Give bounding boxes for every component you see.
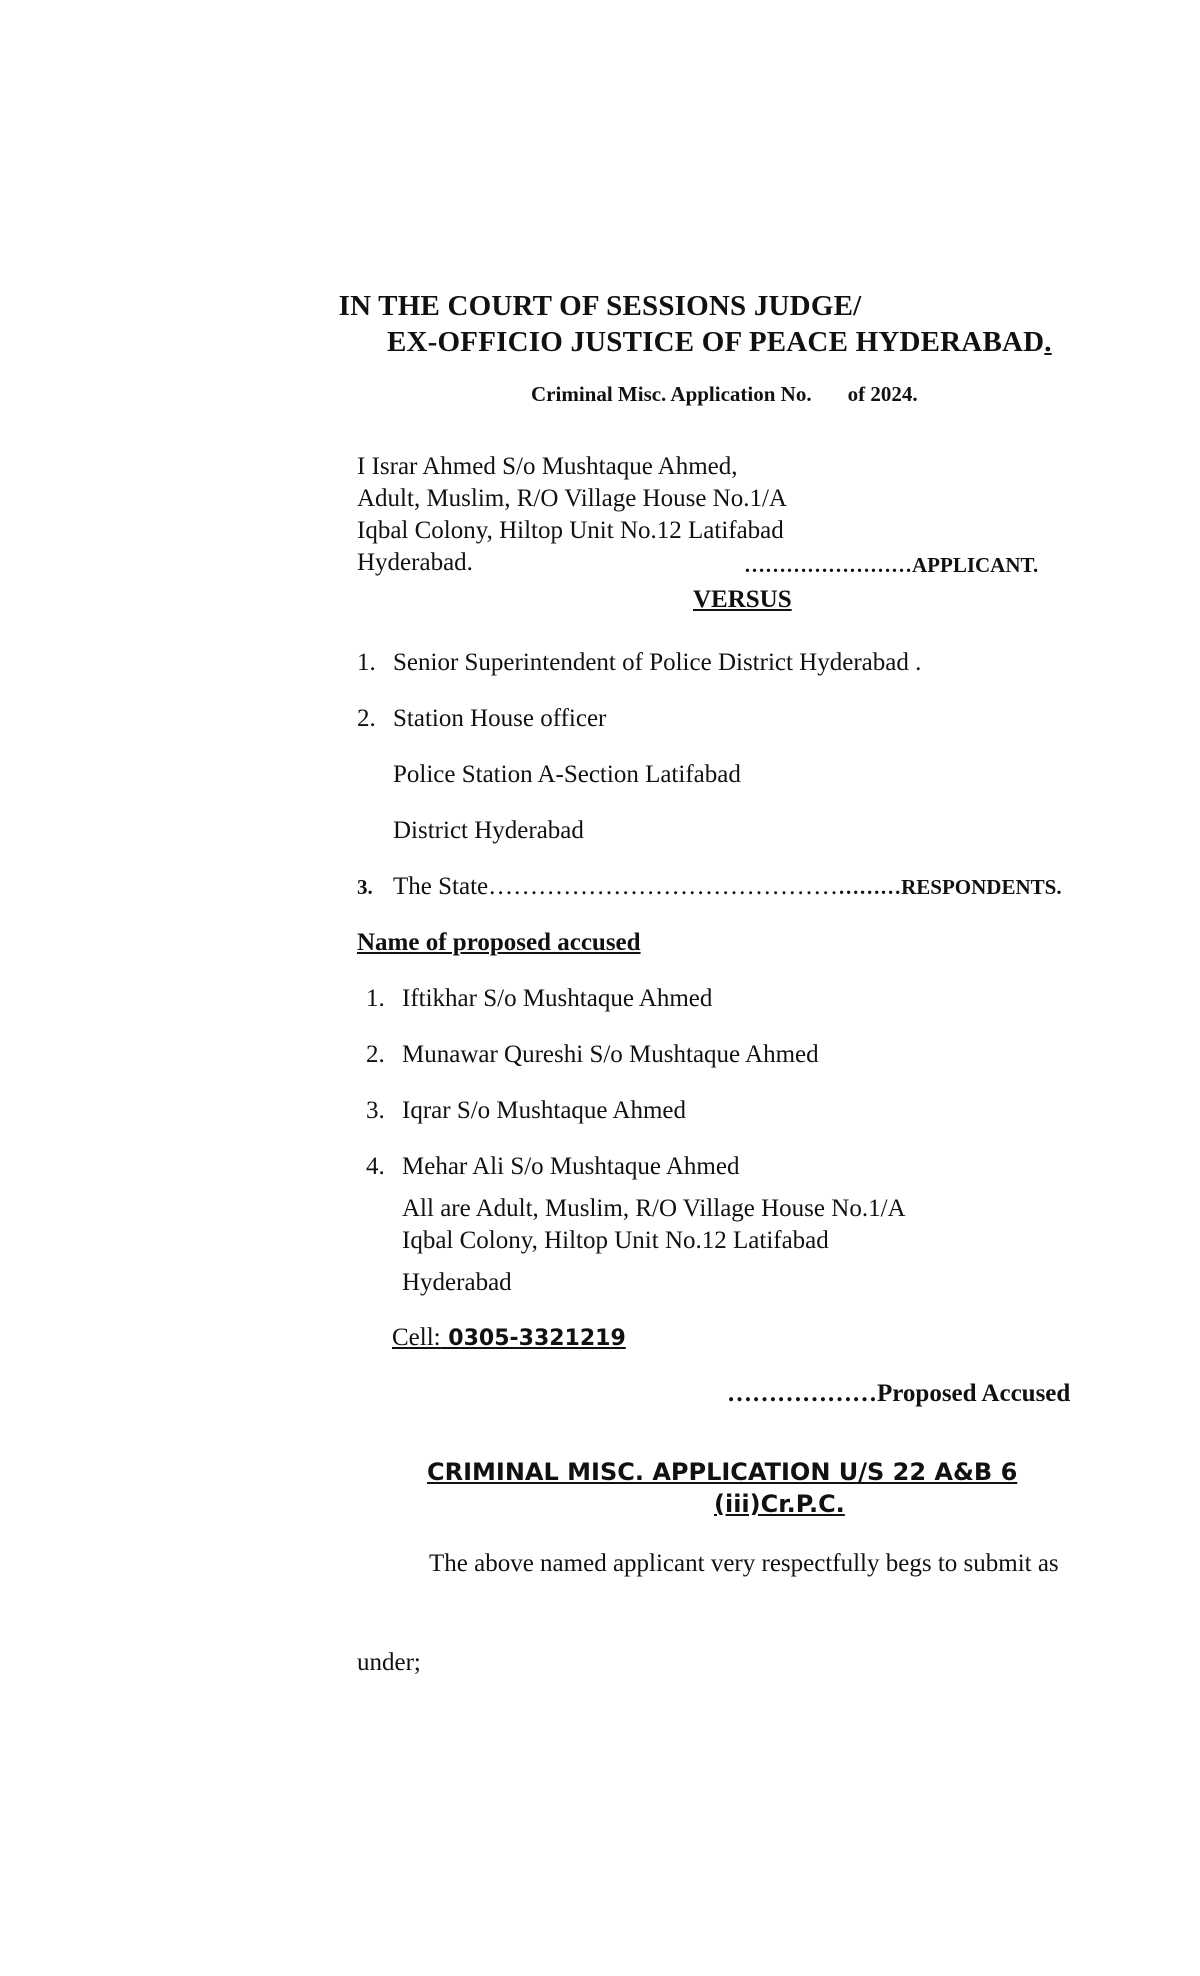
respondent-item-1	[357, 647, 921, 679]
accused-item-1	[366, 983, 712, 1015]
accused-number: 3.	[366, 1097, 385, 1124]
application-title-line-1: CRIMINAL MISC. APPLICATION U/S 22 A&B 6	[427, 1458, 1018, 1486]
accused-heading: Name of proposed accused	[357, 929, 641, 956]
accused-text: Mehar Ali S/o Mushtaque Ahmed	[402, 1153, 740, 1180]
court-title-line-1: IN THE COURT OF SESSIONS JUDGE/	[338, 290, 862, 322]
respondent-number: 2.	[357, 705, 376, 732]
respondent-item-2	[357, 703, 606, 735]
sho-address-line-1: Police Station A-Section Latifabad	[393, 761, 741, 788]
court-title-line-2-text: EX-OFFICIO JUSTICE OF PEACE HYDERABAD	[387, 326, 1045, 358]
cell-label: Cell:	[392, 1324, 441, 1351]
applicant-role: ……………………APPLICANT.	[744, 553, 1039, 577]
court-title-line-2	[387, 326, 1052, 359]
respondent-text: Senior Superintendent of Police District Hyderabad .	[393, 649, 922, 676]
accused-number: 1.	[366, 985, 385, 1012]
accused-item-3	[366, 1095, 686, 1127]
accused-text: Iftikhar S/o Mushtaque Ahmed	[402, 985, 713, 1012]
cell-line	[392, 1322, 626, 1355]
respondent-text: Station House officer	[393, 705, 607, 732]
accused-address-line-3: Hyderabad	[402, 1269, 512, 1296]
case-number-label: Criminal Misc. Application No.	[531, 382, 812, 406]
respondent-text: The State……………………………………	[393, 873, 839, 900]
court-title-period: .	[1044, 326, 1052, 358]
applicant-line-2: Adult, Muslim, R/O Village House No.1/A	[357, 485, 787, 512]
cell-number: 0305-3321219	[440, 1326, 626, 1351]
applicant-line-3: Iqbal Colony, Hiltop Unit No.12 Latifabad	[357, 517, 784, 544]
case-year: of 2024.	[847, 382, 918, 406]
proposed-accused-role: ………………Proposed Accused	[727, 1380, 1071, 1407]
case-number-line	[531, 382, 918, 407]
applicant-line-1: I Israr Ahmed S/o Mushtaque Ahmed,	[357, 453, 738, 480]
accused-address-line-2: Iqbal Colony, Hiltop Unit No.12 Latifabad	[402, 1227, 829, 1254]
accused-number: 4.	[366, 1153, 385, 1180]
respondents-role: ………RESPONDENTS.	[838, 875, 1062, 899]
accused-text: Iqrar S/o Mushtaque Ahmed	[402, 1097, 686, 1124]
respondent-number: 1.	[357, 649, 376, 676]
sho-address-line-2: District Hyderabad	[393, 817, 584, 844]
accused-text: Munawar Qureshi S/o Mushtaque Ahmed	[402, 1041, 819, 1068]
accused-address-line-1: All are Adult, Muslim, R/O Village House No.1/A	[402, 1195, 906, 1222]
intro-line-1: The above named applicant very respectfully begs to submit as	[429, 1550, 1059, 1577]
accused-number: 2.	[366, 1041, 385, 1068]
application-title-line-2: (iii)Cr.P.C.	[714, 1490, 845, 1518]
intro-line-2: under;	[357, 1649, 421, 1676]
versus-heading: VERSUS	[693, 586, 792, 613]
accused-item-4	[366, 1151, 739, 1183]
accused-item-2	[366, 1039, 819, 1071]
respondent-item-3	[357, 871, 1062, 903]
respondent-number: 3.	[357, 875, 373, 899]
applicant-line-4: Hyderabad.	[357, 549, 473, 576]
